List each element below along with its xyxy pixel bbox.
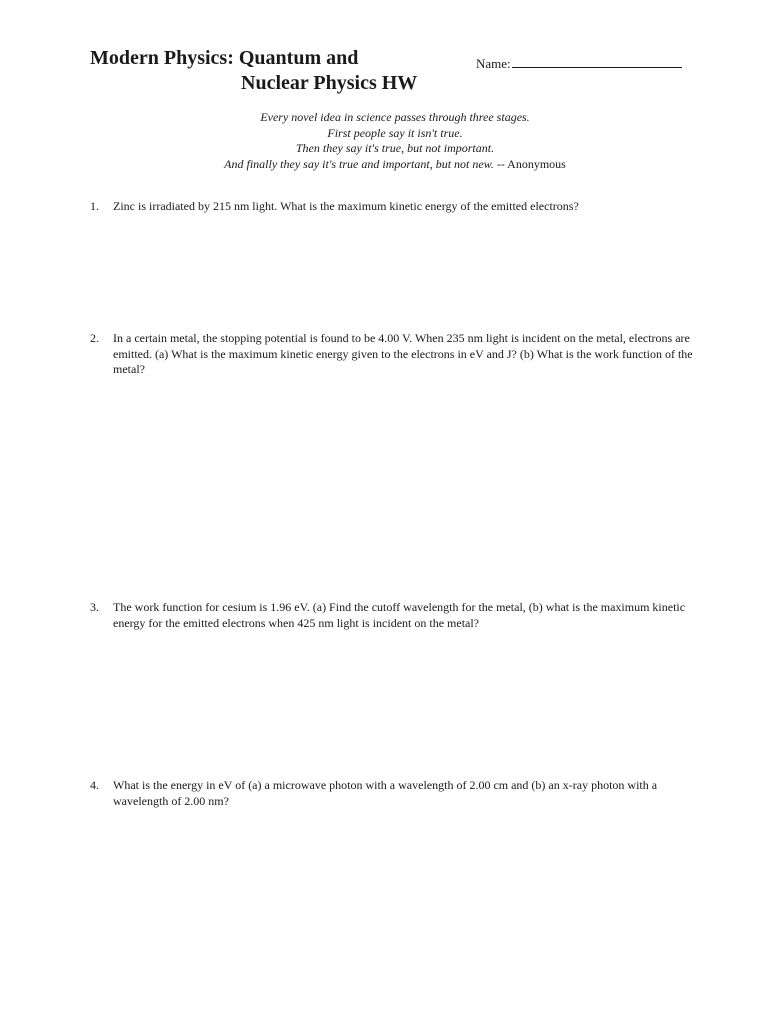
question-text: What is the energy in eV of (a) a microwave photon with a wavelength of 2.00 cm and (b) an x-ray photon with a wavelength of 2.00 nm? bbox=[113, 778, 658, 808]
question-3 bbox=[90, 600, 700, 631]
question-text: The work function for cesium is 1.96 eV. (a) Find the cutoff wavelength for the metal, (b) what is the maximum kinetic energy for the emitted electrons when 425 nm light is incident on the metal? bbox=[113, 600, 686, 630]
page-title bbox=[90, 46, 510, 96]
name-label: Name: bbox=[476, 56, 511, 71]
question-text: Zinc is irradiated by 215 nm light. What is the maximum kinetic energy of the emitted electrons? bbox=[113, 199, 579, 213]
question-number: 1. bbox=[90, 199, 99, 213]
question-4 bbox=[90, 778, 700, 809]
quote-line-2: First people say it isn't true. bbox=[327, 125, 463, 140]
title-line-2: Nuclear Physics HW bbox=[241, 72, 418, 94]
name-blank-line[interactable] bbox=[512, 55, 682, 68]
quote-line-3: Then they say it's true, but not important. bbox=[295, 141, 495, 155]
epigraph-quote bbox=[90, 110, 700, 172]
quote-attribution: -- Anonymous bbox=[493, 156, 566, 171]
title-line-1: Modern Physics: Quantum and bbox=[90, 47, 359, 69]
question-number: 2. bbox=[90, 331, 99, 345]
question-1 bbox=[90, 199, 700, 215]
quote-line-4: And finally they say it's true and important, but not new. -- Anonymous bbox=[224, 156, 566, 171]
question-number: 3. bbox=[90, 600, 99, 614]
question-2 bbox=[90, 331, 700, 378]
quote-line-1: Every novel idea in science passes through three stages. bbox=[260, 110, 530, 124]
question-text: In a certain metal, the stopping potential is found to be 4.00 V. When 235 nm light is incident on the metal, electrons are emitted. (a) What is the maximum kinetic energy given to the electrons in eV and J? (b) What is the work function of the metal? bbox=[113, 331, 693, 376]
question-number: 4. bbox=[90, 778, 99, 792]
name-field[interactable] bbox=[476, 55, 682, 72]
